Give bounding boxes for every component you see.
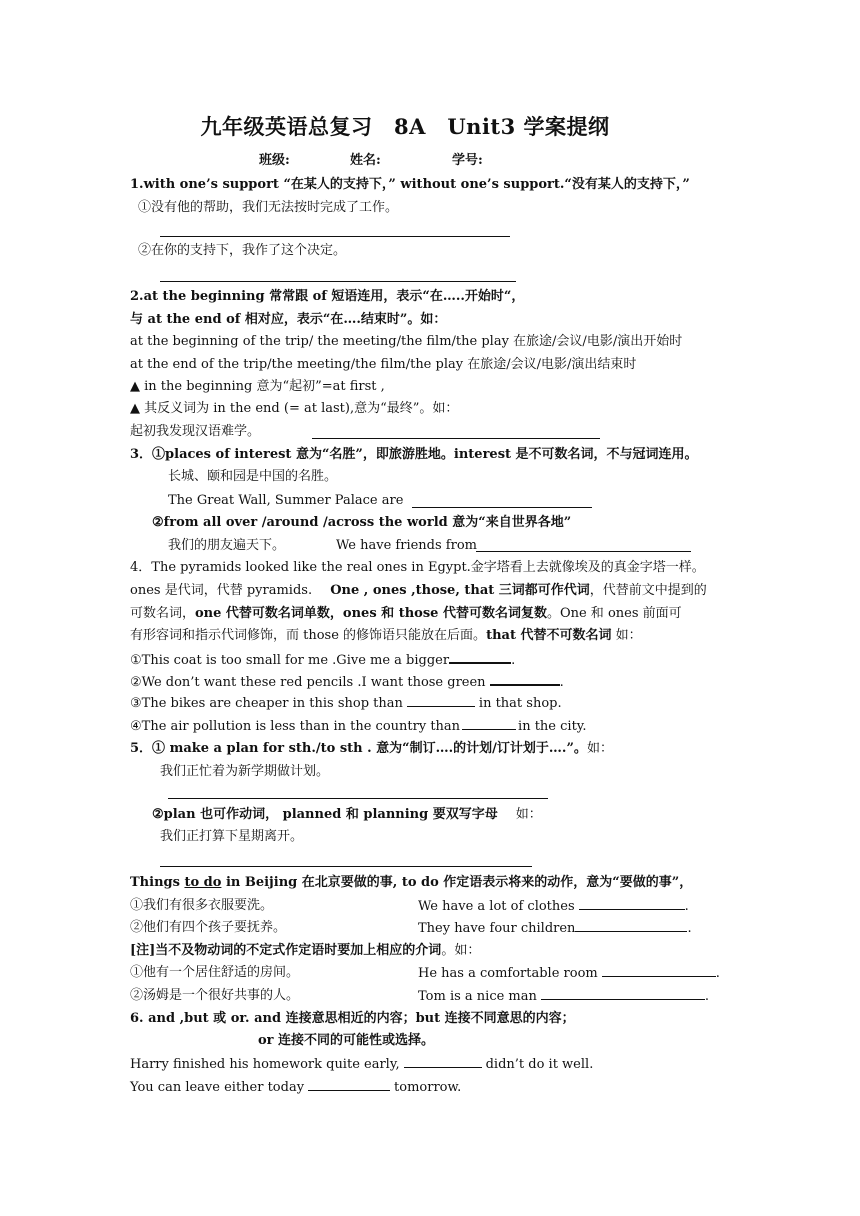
section-2-note-1: ▲ in the beginning 意为“起初”=at first , (130, 379, 385, 394)
text-run: They have four children (418, 921, 576, 936)
section-3-heading: 3．①places of interest 意为“名胜”，即旅游胜地。interest 是不可数名词，不与冠词连用。 (130, 447, 698, 462)
text-run: Tom is a nice man (418, 989, 537, 1004)
section-6-heading: 6. and ,but 或 or. and 连接意思相近的内容；but 连接不同意思的内容； (130, 1011, 575, 1026)
text-run: 有形容词和指示代词修饰，而 those 的修饰语只能放在后面。 (130, 628, 487, 643)
text-run: one 代替可数名词单数，ones 和 those 代替可数名词复数 (195, 606, 547, 621)
fill-blank[interactable] (575, 917, 687, 932)
things-example-1-cn: ①我们有很多衣服要洗。 (130, 898, 274, 913)
text-run: that 代替不可数名词 (486, 628, 612, 643)
things-example-2-cn: ②他们有四个孩子要抚养。 (130, 920, 287, 935)
text-run: Things (130, 875, 185, 890)
text-run: Harry finished his homework quite early, (130, 1057, 400, 1072)
section-4-line-1: 4．The pyramids looked like the real ones in Egypt.金字塔看上去就像埃及的真金字塔一样。 (130, 560, 705, 575)
text-run: 。如： (441, 943, 481, 958)
text-run: ②We don’t want these red pencils .I want those green (130, 675, 486, 690)
answer-line[interactable] (476, 551, 691, 552)
fill-blank[interactable] (579, 895, 685, 910)
section-6-example-2 (130, 1076, 461, 1099)
text-run: ，代替前文中提到的 (589, 583, 707, 598)
page-title: 九年级英语总复习 8A Unit3 学案提纲 (200, 114, 610, 139)
fill-blank[interactable] (462, 715, 516, 730)
section-4-line-4 (130, 625, 642, 647)
text-run: ②plan 也可作动词， planned 和 planning 要双写字母 (152, 807, 498, 822)
answer-line[interactable] (160, 281, 516, 282)
section-4-example-4 (130, 715, 587, 738)
section-3-en-1: The Great Wall, Summer Palace are (168, 493, 404, 508)
section-5-subheading (152, 804, 542, 826)
section-4-example-2: ②We don’t want these red pencils .I want those green . (130, 670, 564, 694)
text-run: [注]当不及物动词的不定式作定语时要加上相应的介词 (130, 943, 442, 958)
answer-line[interactable] (312, 438, 600, 439)
section-3-cn-2: 我们的朋友遍天下。 (168, 538, 286, 553)
text-run: in the city. (518, 719, 587, 734)
answer-line[interactable] (168, 798, 548, 799)
fill-blank[interactable] (407, 692, 475, 707)
things-example-1-en: We have a lot of clothes . (418, 895, 689, 918)
section-3-subheading: ②from all over /around /across the world 意为“来自世界各地” (152, 515, 572, 530)
text-run: 如： (586, 741, 613, 756)
section-5-cn-1: 我们正忙着为新学期做计划。 (160, 764, 330, 779)
fill-blank[interactable] (308, 1076, 390, 1091)
name-label: 姓名: (350, 153, 381, 168)
section-6-heading-2: or 连接不同的可能性或选择。 (258, 1033, 435, 1048)
fill-blank[interactable] (449, 648, 511, 664)
text-run: We have a lot of clothes (418, 899, 575, 914)
section-6-example-1 (130, 1053, 593, 1076)
student-number-label: 学号: (452, 153, 483, 168)
things-example-2-en: They have four children . (418, 917, 692, 940)
fill-blank[interactable] (490, 670, 560, 686)
section-1-heading: 1.with one’s support “在某人的支持下，” without one’s support.“没有某人的支持下，” (130, 177, 690, 192)
text-run: 。One 和 ones 前面可 (546, 606, 682, 621)
section-4-line-3 (130, 603, 682, 625)
text-run: didn’t do it well. (485, 1057, 594, 1072)
section-1-example-1: ①没有他的帮助，我们无法按时完成了工作。 (138, 200, 399, 215)
text-run: ①This coat is too small for me .Give me a bigger (130, 653, 450, 668)
section-5-cn-2: 我们正打算下星期离开。 (160, 829, 304, 844)
answer-line[interactable] (160, 866, 532, 867)
text-run: in that shop. (478, 696, 562, 711)
things-to-do-heading (130, 872, 692, 894)
fill-blank[interactable] (602, 962, 716, 977)
text-run: One , ones ,those, that 三词都可作代词 (330, 583, 590, 598)
text-run: tomorrow. (394, 1080, 462, 1095)
things-example-3-en: He has a comfortable room . (418, 962, 720, 985)
text-run: 如： (611, 628, 642, 643)
things-example-4-cn: ②汤姆是一个很好共事的人。 (130, 988, 300, 1003)
text-run: He has a comfortable room (418, 966, 598, 981)
fill-blank[interactable] (541, 985, 705, 1000)
section-2-heading-2: 与 at the end of 相对应，表示“在….结束时”。如： (130, 312, 447, 327)
section-4-example-3 (130, 692, 562, 715)
text-run: ④The air pollution is less than in the country than (130, 719, 461, 734)
section-2-line-1: at the beginning of the trip/ the meeting/the film/the play 在旅途/会议/电影/演出开始时 (130, 334, 683, 349)
text-run: ③The bikes are cheaper in this shop than (130, 696, 403, 711)
section-5-heading (130, 738, 613, 760)
section-2-heading: 2.at the beginning 常常跟 of 短语连用，表示“在…..开始时“， (130, 289, 525, 304)
things-example-4-en: Tom is a nice man . (418, 985, 709, 1008)
text-run: in Beijing 在北京要做的事, to do 作定语表示将来的动作，意为“要做的事”， (221, 875, 693, 890)
things-example-3-cn: ①他有一个居住舒适的房间。 (130, 965, 300, 980)
section-3-en-2: We have friends from (336, 538, 477, 553)
section-4-example-1: ①This coat is too small for me .Give me a bigger . (130, 648, 515, 672)
text-run: ones 是代词，代替 pyramids. (130, 583, 313, 598)
section-2-note-2: ▲ 其反义词为 in the end (= at last),意为“最终”。如： (130, 401, 459, 416)
things-note (130, 940, 480, 962)
section-4-line-2 (130, 580, 707, 602)
fill-blank[interactable] (404, 1053, 482, 1068)
answer-line[interactable] (160, 236, 510, 237)
text-run: to do (184, 875, 222, 890)
text-run: 可数名词， (130, 606, 196, 621)
section-2-line-2: at the end of the trip/the meeting/the film/the play 在旅途/会议/电影/演出结束时 (130, 357, 637, 372)
text-run: You can leave either today (130, 1080, 305, 1095)
text-run: 如： (515, 807, 542, 822)
section-2-example: 起初我发现汉语难学。 (130, 424, 261, 439)
section-3-cn-1: 长城、颐和园是中国的名胜。 (168, 469, 338, 484)
class-label: 班级: (259, 153, 290, 168)
text-run: 5．① make a plan for sth./to sth . 意为“制订….的计划/订计划于….”。 (130, 741, 587, 756)
answer-line[interactable] (412, 507, 592, 508)
section-1-example-2: ②在你的支持下，我作了这个决定。 (138, 243, 347, 258)
